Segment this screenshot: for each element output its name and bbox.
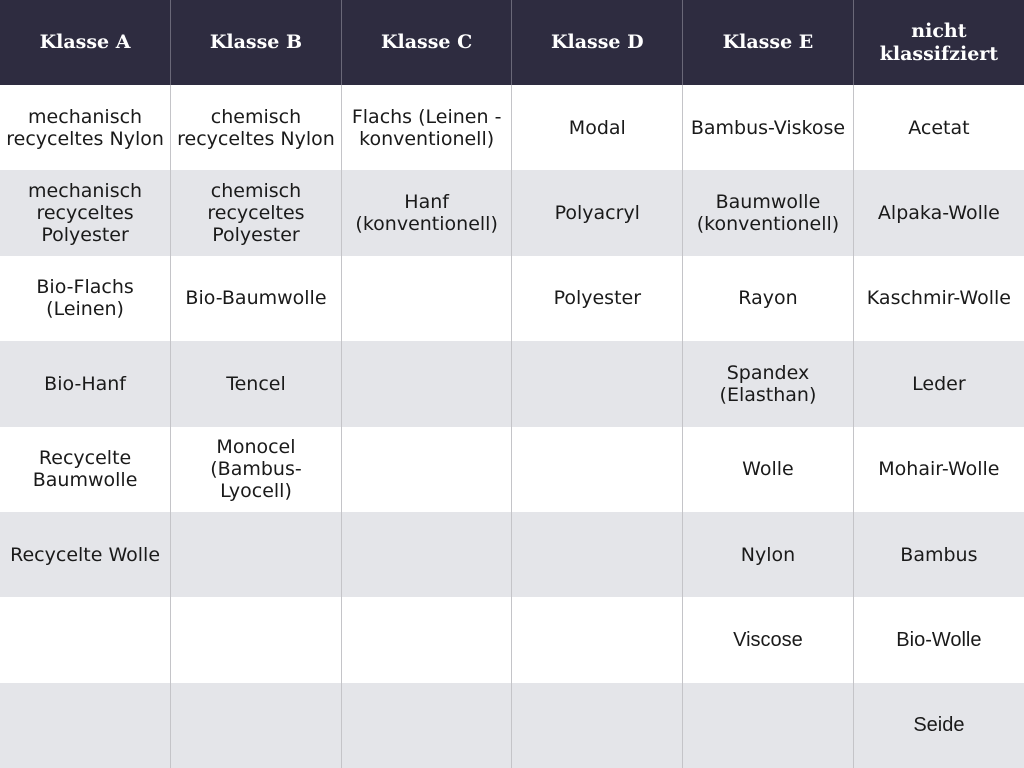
- table-cell: chemisch recyceltes Nylon: [171, 85, 342, 170]
- table-cell: [512, 512, 683, 597]
- table-cell: Bio-Baumwolle: [171, 256, 342, 341]
- table-cell: Bio-Wolle: [853, 597, 1024, 682]
- header-nicht-klassifiziert: nicht klassifziert: [853, 0, 1024, 85]
- table-cell: Monocel (Bambus-Lyocell): [171, 427, 342, 512]
- table-cell: [341, 256, 512, 341]
- table-cell: Viscose: [683, 597, 854, 682]
- header-klasse-e: Klasse E: [683, 0, 854, 85]
- table-cell: Rayon: [683, 256, 854, 341]
- table-row: [0, 512, 1024, 597]
- table-cell: Flachs (Leinen - konventionell): [341, 85, 512, 170]
- table-cell: Bio-Hanf: [0, 341, 171, 426]
- table-cell: [512, 427, 683, 512]
- table-cell: [0, 683, 171, 768]
- table-cell: Bambus: [853, 512, 1024, 597]
- table-row: [0, 597, 1024, 682]
- table-cell: Leder: [853, 341, 1024, 426]
- header-klasse-d: Klasse D: [512, 0, 683, 85]
- table-cell: Bio-Flachs (Leinen): [0, 256, 171, 341]
- table-cell: Nylon: [683, 512, 854, 597]
- table-row: [0, 170, 1024, 255]
- table-row: [0, 85, 1024, 170]
- table-cell: [171, 683, 342, 768]
- table-cell: Alpaka-Wolle: [853, 170, 1024, 255]
- header-klasse-a: Klasse A: [0, 0, 171, 85]
- table-cell: Modal: [512, 85, 683, 170]
- table-cell: Polyester: [512, 256, 683, 341]
- table-cell: [512, 597, 683, 682]
- table-row: [0, 427, 1024, 512]
- table-cell: [341, 597, 512, 682]
- table-cell: Recycelte Wolle: [0, 512, 171, 597]
- table-cell: Hanf (konventionell): [341, 170, 512, 255]
- table-cell: [0, 597, 171, 682]
- table-cell: [341, 512, 512, 597]
- header-klasse-c: Klasse C: [341, 0, 512, 85]
- table-cell: Tencel: [171, 341, 342, 426]
- table-cell: Wolle: [683, 427, 854, 512]
- table-cell: Kaschmir-Wolle: [853, 256, 1024, 341]
- table-cell: Mohair-Wolle: [853, 427, 1024, 512]
- table-cell: Spandex (Elasthan): [683, 341, 854, 426]
- header-row: [0, 0, 1024, 85]
- table-cell: [683, 683, 854, 768]
- table-cell: [512, 683, 683, 768]
- table-row: [0, 256, 1024, 341]
- table-cell: mechanisch recyceltes Polyester: [0, 170, 171, 255]
- table-cell: Acetat: [853, 85, 1024, 170]
- table-cell: [341, 341, 512, 426]
- header-klasse-b: Klasse B: [171, 0, 342, 85]
- table-cell: [341, 683, 512, 768]
- table-cell: [512, 341, 683, 426]
- table-cell: Bambus-Viskose: [683, 85, 854, 170]
- table-cell: [171, 512, 342, 597]
- table-row: [0, 341, 1024, 426]
- table-cell: Baumwolle (konventionell): [683, 170, 854, 255]
- table-cell: Polyacryl: [512, 170, 683, 255]
- table-cell: mechanisch recyceltes Nylon: [0, 85, 171, 170]
- table-row: [0, 683, 1024, 768]
- table-cell: Seide: [853, 683, 1024, 768]
- table-cell: [341, 427, 512, 512]
- table-cell: chemisch recyceltes Polyester: [171, 170, 342, 255]
- table-cell: [171, 597, 342, 682]
- table-cell: Recycelte Baumwolle: [0, 427, 171, 512]
